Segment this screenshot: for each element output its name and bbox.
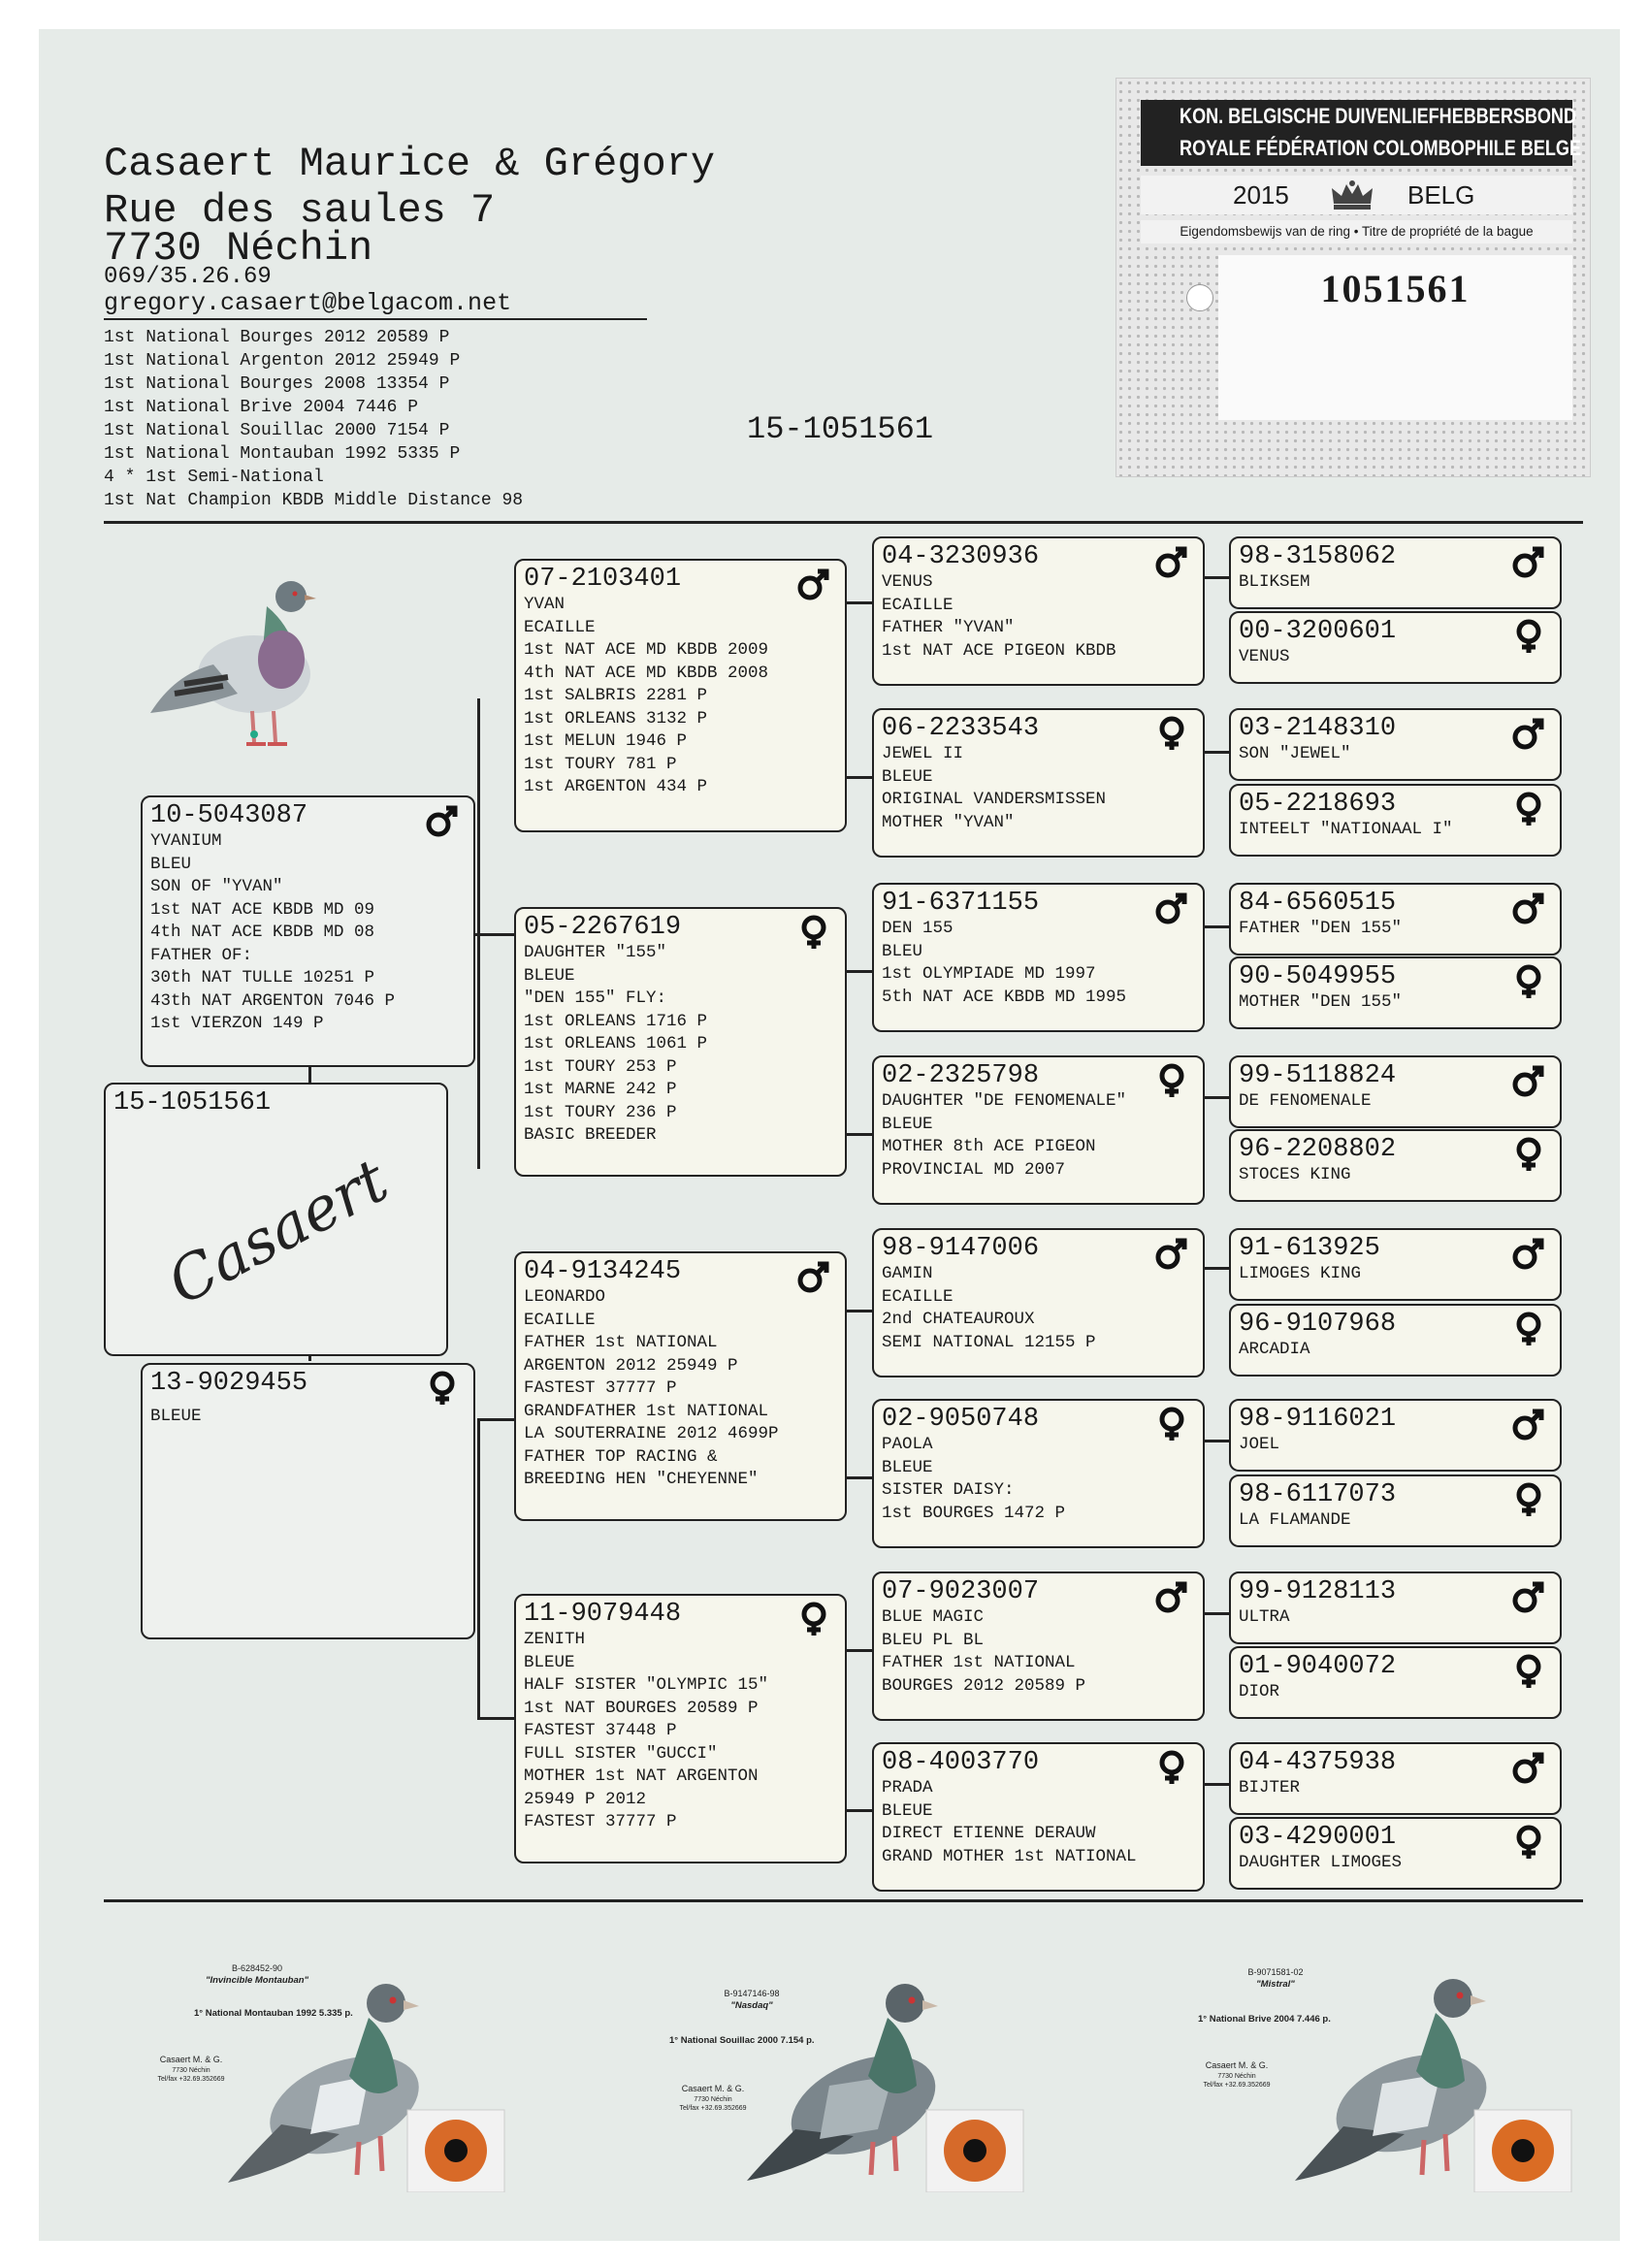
pedigree-gen3-box — [872, 1228, 1205, 1377]
pedigree-line: 1st ORLEANS 3132 P — [524, 708, 708, 729]
ring-number: 05-2267619 — [524, 913, 682, 942]
female-icon — [796, 915, 831, 950]
pedigree-line: DE FENOMENALE — [1239, 1091, 1372, 1111]
pedigree-gen4-box — [1229, 708, 1562, 781]
pedigree-line: FATHER 1st NATIONAL — [524, 1333, 718, 1352]
pedigree-line: 1st NAT ACE PIGEON KBDB — [882, 640, 1116, 661]
photo-owner-city: 7730 Néchin — [694, 2096, 732, 2103]
pedigree-line: ULTRA — [1239, 1607, 1290, 1627]
pedigree-line: BLEUE — [882, 1114, 933, 1134]
pedigree-gen4-box — [1229, 784, 1562, 857]
pedigree-line: 1st NAT ACE KBDB MD 09 — [150, 899, 375, 920]
pedigree-line: GAMIN — [882, 1264, 933, 1283]
pedigree-line: "DEN 155" FLY: — [524, 988, 667, 1008]
pedigree-line: 25949 P 2012 — [524, 1789, 647, 1809]
ring-number: 99-5118824 — [1239, 1061, 1397, 1090]
female-icon — [1511, 1137, 1546, 1172]
achievement-item: 1st National Montauban 1992 5335 P — [104, 444, 461, 464]
pedigree-line: MOTHER 1st NAT ARGENTON — [524, 1766, 759, 1786]
top-divider — [104, 521, 1583, 524]
pedigree-line: FATHER "DEN 155" — [1239, 919, 1403, 938]
pedigree-line: ECAILLE — [524, 617, 596, 637]
pedigree-gen4-box — [1229, 883, 1562, 956]
owner-city: 7730 Néchin — [104, 225, 373, 272]
ring-number: 03-2148310 — [1239, 714, 1397, 743]
photo-pigeon-name: "Invincible Montauban" — [205, 1975, 309, 1986]
pedigree-line: 1st NAT BOURGES 20589 P — [524, 1698, 759, 1718]
male-icon — [796, 1259, 831, 1294]
pedigree-gen3-box — [872, 1571, 1205, 1721]
photo-ring-id: B-9147146-98 — [724, 1989, 780, 1998]
pedigree-line: DIRECT ETIENNE DERAUW — [882, 1824, 1096, 1843]
certificate-year-row — [1141, 176, 1572, 214]
pedigree-line: 4th NAT ACE MD KBDB 2008 — [524, 663, 769, 683]
photo-owner-city: 7730 Néchin — [1217, 2073, 1256, 2080]
connector-line — [477, 1418, 480, 1719]
pedigree-line: FATHER 1st NATIONAL — [882, 1653, 1076, 1672]
pedigree-line: 1st MELUN 1946 P — [524, 731, 688, 751]
pedigree-line: LIMOGES KING — [1239, 1264, 1362, 1283]
pedigree-gen4-box — [1229, 1571, 1562, 1644]
certificate-subtitle: Eigendomsbewijs van de ring • Titre de propriété de la bague — [1141, 220, 1572, 243]
connector-line — [847, 1649, 872, 1652]
male-icon — [1511, 1750, 1546, 1785]
male-icon — [1154, 1236, 1189, 1271]
photo-result: 1° National Souillac 2000 7.154 p. — [669, 2035, 815, 2046]
pedigree-line: HALF SISTER "OLYMPIC 15" — [524, 1675, 769, 1695]
pedigree-line: MOTHER 8th ACE PIGEON — [882, 1137, 1096, 1156]
ring-number: 10-5043087 — [150, 801, 308, 830]
connector-line — [847, 601, 872, 604]
subject-ring: 15-1051561 — [113, 1088, 272, 1118]
ring-number: 01-9040072 — [1239, 1652, 1397, 1681]
pedigree-gen4-box — [1229, 1742, 1562, 1815]
pedigree-line: 4th NAT ACE KBDB MD 08 — [150, 923, 375, 942]
owner-email: gregory.casaert@belgacom.net — [104, 289, 647, 320]
pedigree-line: BLEUE — [524, 1652, 575, 1672]
female-icon — [425, 1371, 460, 1406]
pedigree-line: 1st BOURGES 1472 P — [882, 1503, 1066, 1523]
male-icon — [1511, 891, 1546, 925]
connector-line — [1205, 1783, 1229, 1786]
pedigree-line: BLEU — [882, 941, 923, 961]
pedigree-line: JEWEL II — [882, 744, 964, 763]
crown-icon — [1328, 178, 1376, 211]
pedigree-line: PRADA — [882, 1778, 933, 1798]
pedigree-line: 1st MARNE 242 P — [524, 1080, 677, 1099]
pedigree-line: JOEL — [1239, 1435, 1280, 1454]
ring-number: 96-9107968 — [1239, 1310, 1397, 1339]
pedigree-line: PROVINCIAL MD 2007 — [882, 1159, 1066, 1180]
pedigree-line: BREEDING HEN "CHEYENNE" — [524, 1470, 759, 1489]
pedigree-line: DAUGHTER "155" — [524, 943, 667, 962]
pedigree-line: BLEUE — [524, 965, 575, 986]
pedigree-gen2-box — [514, 1251, 847, 1521]
male-icon — [1511, 1579, 1546, 1614]
female-icon — [1511, 1482, 1546, 1517]
photo-result: 1° National Montauban 1992 5.335 p. — [194, 2008, 353, 2019]
ring-number: 07-9023007 — [882, 1577, 1040, 1606]
pedigree-line: 43th NAT ARGENTON 7046 P — [150, 990, 396, 1011]
pedigree-line: BASIC BREEDER — [524, 1125, 657, 1145]
pedigree-line: BLEUE — [882, 766, 933, 787]
pedigree-gen4-box — [1229, 1129, 1562, 1202]
female-icon — [1511, 792, 1546, 826]
pedigree-gen2-box — [514, 907, 847, 1177]
pedigree-line: FATHER TOP RACING & — [524, 1446, 718, 1467]
ring-number: 08-4003770 — [882, 1748, 1040, 1777]
ring-number: 91-6371155 — [882, 889, 1040, 918]
certificate-number: 1051561 — [1218, 255, 1572, 420]
pedigree-line: ZENITH — [524, 1630, 586, 1649]
photo-pigeon-name: "Nasdaq" — [730, 2000, 773, 2011]
pedigree-gen4-box — [1229, 1817, 1562, 1890]
pedigree-line: VENUS — [1239, 647, 1290, 666]
pedigree-line: BLEU — [150, 854, 192, 874]
pedigree-line: LA SOUTERRAINE 2012 4699P — [524, 1424, 779, 1443]
ring-number: 99-9128113 — [1239, 1577, 1397, 1606]
connector-line — [847, 970, 872, 973]
certificate-line1: KON. BELGISCHE DUIVENLIEFHEBBERSBOND — [1180, 104, 1576, 128]
pedigree-line: GRAND MOTHER 1st NATIONAL — [882, 1846, 1137, 1866]
pedigree-line: DEN 155 — [882, 919, 954, 938]
pedigree-line: MOTHER "YVAN" — [882, 812, 1015, 832]
connector-line — [1205, 576, 1229, 579]
ring-number: 04-3230936 — [882, 542, 1040, 571]
connector-line — [847, 1809, 872, 1812]
photo-card-invincible-montauban — [136, 1960, 514, 2192]
connector-line — [308, 1065, 311, 1083]
achievement-item: 4 * 1st Semi-National — [104, 468, 324, 487]
ring-number: 98-9116021 — [1239, 1405, 1397, 1434]
pedigree-line: 2nd CHATEAUROUX — [882, 1310, 1035, 1329]
ring-number: 02-9050748 — [882, 1405, 1040, 1434]
connector-line — [1205, 1267, 1229, 1270]
owner-name: Casaert Maurice & Grégory — [104, 141, 716, 187]
male-icon — [1511, 1236, 1546, 1271]
pedigree-line: PAOLA — [882, 1435, 933, 1454]
ring-number: 91-613925 — [1239, 1234, 1380, 1263]
pedigree-line: DAUGHTER "DE FENOMENALE" — [882, 1091, 1127, 1111]
pedigree-gen3-box — [872, 883, 1205, 1032]
achievement-item: 1st National Argenton 2012 25949 P — [104, 351, 461, 371]
pedigree-line: FASTEST 37448 P — [524, 1721, 677, 1740]
pedigree-line: YVAN — [524, 595, 566, 614]
pedigree-gen4-box — [1229, 611, 1562, 684]
female-icon — [1154, 1750, 1189, 1785]
pedigree-line: FATHER "YVAN" — [882, 618, 1015, 637]
pedigree-line: FASTEST 37777 P — [524, 1812, 677, 1831]
female-icon — [1511, 964, 1546, 999]
pedigree-line: DAUGHTER LIMOGES — [1239, 1853, 1403, 1872]
pedigree-line: SISTER DAISY: — [882, 1480, 1015, 1500]
connector-line — [847, 1476, 872, 1479]
achievement-item: 1st Nat Champion KBDB Middle Distance 98 — [104, 491, 524, 510]
bottom-divider — [104, 1899, 1583, 1902]
female-icon — [1154, 716, 1189, 751]
pedigree-line: ARCADIA — [1239, 1340, 1310, 1359]
pedigree-line: SON OF "YVAN" — [150, 877, 283, 896]
female-icon — [1511, 1654, 1546, 1689]
male-icon — [1511, 1063, 1546, 1098]
pedigree-line: BLIKSEM — [1239, 572, 1310, 592]
pedigree-line: SEMI NATIONAL 12155 P — [882, 1332, 1096, 1352]
pigeon-photo — [1280, 1960, 1581, 2192]
pedigree-gen2-box — [514, 1594, 847, 1863]
pedigree-line: BLEUE — [150, 1407, 202, 1426]
male-icon — [1154, 891, 1189, 925]
photo-ring-id: B-628452-90 — [231, 1963, 283, 1973]
pedigree-line: 1st TOURY 236 P — [524, 1102, 677, 1122]
pedigree-line: MOTHER "DEN 155" — [1239, 992, 1403, 1012]
pedigree-line: DIOR — [1239, 1682, 1280, 1701]
male-icon — [1511, 716, 1546, 751]
male-icon — [1154, 544, 1189, 579]
pedigree-gen4-box — [1229, 1304, 1562, 1377]
ring-number: 05-2218693 — [1239, 790, 1397, 819]
connector-line — [847, 1133, 872, 1136]
punch-hole-icon — [1186, 284, 1213, 311]
ring-number: 03-4290001 — [1239, 1823, 1397, 1852]
photo-card-mistral — [1174, 1960, 1581, 2192]
pedigree-gen4-box — [1229, 1474, 1562, 1547]
photo-owner-phone: Tel/fax +32.69.352669 — [1203, 2082, 1271, 2089]
connector-line — [477, 1717, 514, 1720]
pedigree-gen4-box — [1229, 1228, 1562, 1301]
pedigree-gen3-box — [872, 1399, 1205, 1548]
pigeon-photo — [728, 1960, 1028, 2192]
ring-certificate — [1116, 78, 1591, 477]
connector-line — [847, 776, 872, 779]
ring-number: 98-3158062 — [1239, 542, 1397, 571]
pedigree-line: FATHER OF: — [150, 945, 253, 965]
pedigree-gen2-box — [514, 559, 847, 832]
ring-number: 90-5049955 — [1239, 962, 1397, 991]
ring-number: 04-9134245 — [524, 1257, 682, 1286]
pedigree-gen4-box — [1229, 1646, 1562, 1719]
pedigree-line: 1st ORLEANS 1061 P — [524, 1034, 708, 1053]
connector-line — [1205, 1096, 1229, 1099]
pedigree-line: LEONARDO — [524, 1287, 606, 1307]
female-icon — [1511, 1312, 1546, 1346]
pedigree-line: FULL SISTER "GUCCI" — [524, 1743, 718, 1764]
connector-line — [1205, 1612, 1229, 1615]
photo-owner-phone: Tel/fax +32.69.352669 — [157, 2076, 225, 2083]
male-icon — [425, 803, 460, 838]
connector-line — [1205, 751, 1229, 754]
pedigree-line: 1st VIERZON 149 P — [150, 1014, 324, 1033]
female-icon — [796, 1602, 831, 1636]
photo-pigeon-name: "Mistral" — [1256, 1979, 1295, 1990]
owner-phone: 069/35.26.69 — [104, 264, 272, 290]
achievement-item: 1st National Bourges 2012 20589 P — [104, 328, 450, 347]
pedigree-line: BLEU PL BL — [882, 1630, 985, 1650]
pedigree-line: INTEELT "NATIONAAL I" — [1239, 820, 1453, 839]
pedigree-gen3-box — [872, 708, 1205, 858]
achievement-item: 1st National Souillac 2000 7154 P — [104, 421, 450, 440]
ring-number: 98-6117073 — [1239, 1480, 1397, 1509]
pedigree-line: 1st TOURY 781 P — [524, 754, 677, 774]
pedigree-line: LA FLAMANDE — [1239, 1510, 1351, 1530]
pigeon-photo — [213, 1960, 514, 2192]
pedigree-line: 1st NAT ACE MD KBDB 2009 — [524, 640, 769, 660]
pedigree-line: ECAILLE — [882, 595, 954, 615]
certificate-country: BELG — [1407, 180, 1475, 210]
photo-card-nasdaq — [650, 1960, 1028, 2192]
pedigree-gen3-box — [872, 1742, 1205, 1892]
pedigree-line: ORIGINAL VANDERSMISSEN — [882, 790, 1107, 809]
pedigree-sire — [141, 795, 475, 1067]
pedigree-line: BLUE MAGIC — [882, 1607, 985, 1627]
ring-number: 00-3200601 — [1239, 617, 1397, 646]
signature: Casaert — [156, 1144, 400, 1319]
pedigree-line: BOURGES 2012 20589 P — [882, 1675, 1086, 1696]
pedigree-gen4-box — [1229, 956, 1562, 1029]
female-icon — [1154, 1063, 1189, 1098]
pedigree-line: FASTEST 37777 P — [524, 1378, 677, 1398]
pedigree-dam — [141, 1363, 475, 1639]
pedigree-gen4-box — [1229, 1399, 1562, 1472]
owner-street: Rue des saules 7 — [104, 187, 496, 234]
ring-number: 06-2233543 — [882, 714, 1040, 743]
male-icon — [1154, 1579, 1189, 1614]
male-icon — [1511, 544, 1546, 579]
pedigree-line: VENUS — [882, 572, 933, 592]
pedigree-gen4-box — [1229, 1055, 1562, 1128]
certificate-header — [1141, 100, 1581, 166]
pedigree-line: ECAILLE — [524, 1310, 596, 1330]
pedigree-line: 1st TOURY 253 P — [524, 1056, 677, 1077]
photo-result: 1° National Brive 2004 7.446 p. — [1198, 2014, 1331, 2025]
ring-number: 96-2208802 — [1239, 1135, 1397, 1164]
pedigree-gen4-box — [1229, 536, 1562, 609]
ring-number: 84-6560515 — [1239, 889, 1397, 918]
subject-box — [104, 1083, 448, 1356]
photo-owner: Casaert M. & G. — [1205, 2060, 1269, 2070]
photo-owner: Casaert M. & G. — [681, 2084, 745, 2093]
pedigree-line: 30th NAT TULLE 10251 P — [150, 968, 375, 988]
pedigree-line: ARGENTON 2012 25949 P — [524, 1355, 738, 1376]
header-ring-number: 15-1051561 — [747, 411, 934, 447]
pedigree-line: BLEUE — [882, 1800, 933, 1821]
certificate-line2: ROYALE FÉDÉRATION COLOMBOPHILE BELGE — [1180, 136, 1581, 160]
pedigree-gen3-box — [872, 536, 1205, 686]
male-icon — [1511, 1407, 1546, 1442]
pedigree-line: 1st ORLEANS 1716 P — [524, 1011, 708, 1031]
achievement-item: 1st National Brive 2004 7446 P — [104, 398, 419, 417]
pedigree-line: YVANIUM — [150, 831, 222, 851]
connector-line — [1205, 925, 1229, 928]
male-icon — [796, 567, 831, 601]
connector-line — [1205, 1440, 1229, 1442]
certificate-year: 2015 — [1233, 180, 1289, 210]
connector-line — [477, 1418, 514, 1421]
pedigree-line: ECAILLE — [882, 1286, 954, 1307]
pedigree-gen3-box — [872, 1055, 1205, 1205]
pedigree-line: 1st ARGENTON 434 P — [524, 777, 708, 796]
ring-number: 07-2103401 — [524, 565, 682, 594]
female-icon — [1511, 619, 1546, 654]
pedigree-line: BIJTER — [1239, 1778, 1301, 1798]
pedigree-line: STOCES KING — [1239, 1165, 1351, 1184]
pedigree-line: BLEUE — [882, 1457, 933, 1477]
photo-owner-city: 7730 Néchin — [172, 2067, 210, 2074]
achievement-item: 1st National Bourges 2008 13354 P — [104, 374, 450, 394]
ring-number: 98-9147006 — [882, 1234, 1040, 1263]
connector-line — [475, 933, 514, 936]
connector-line — [847, 1310, 872, 1312]
pigeon-illustration — [146, 567, 330, 761]
photo-owner: Casaert M. & G. — [159, 2055, 223, 2064]
pedigree-line: GRANDFATHER 1st NATIONAL — [524, 1401, 769, 1421]
female-icon — [1154, 1407, 1189, 1442]
achievements-list — [104, 326, 523, 512]
pedigree-line: 5th NAT ACE KBDB MD 1995 — [882, 987, 1127, 1007]
female-icon — [1511, 1825, 1546, 1860]
pedigree-line: 1st OLYMPIADE MD 1997 — [882, 964, 1096, 984]
pedigree-line: SON "JEWEL" — [1239, 744, 1351, 763]
photo-owner-phone: Tel/fax +32.69.352669 — [679, 2105, 747, 2112]
ring-number: 02-2325798 — [882, 1061, 1040, 1090]
pedigree-line: 1st SALBRIS 2281 P — [524, 686, 708, 705]
ring-number: 13-9029455 — [150, 1369, 308, 1398]
ring-number: 11-9079448 — [524, 1600, 682, 1629]
ring-number: 04-4375938 — [1239, 1748, 1397, 1777]
photo-ring-id: B-9071581-02 — [1247, 1967, 1304, 1977]
